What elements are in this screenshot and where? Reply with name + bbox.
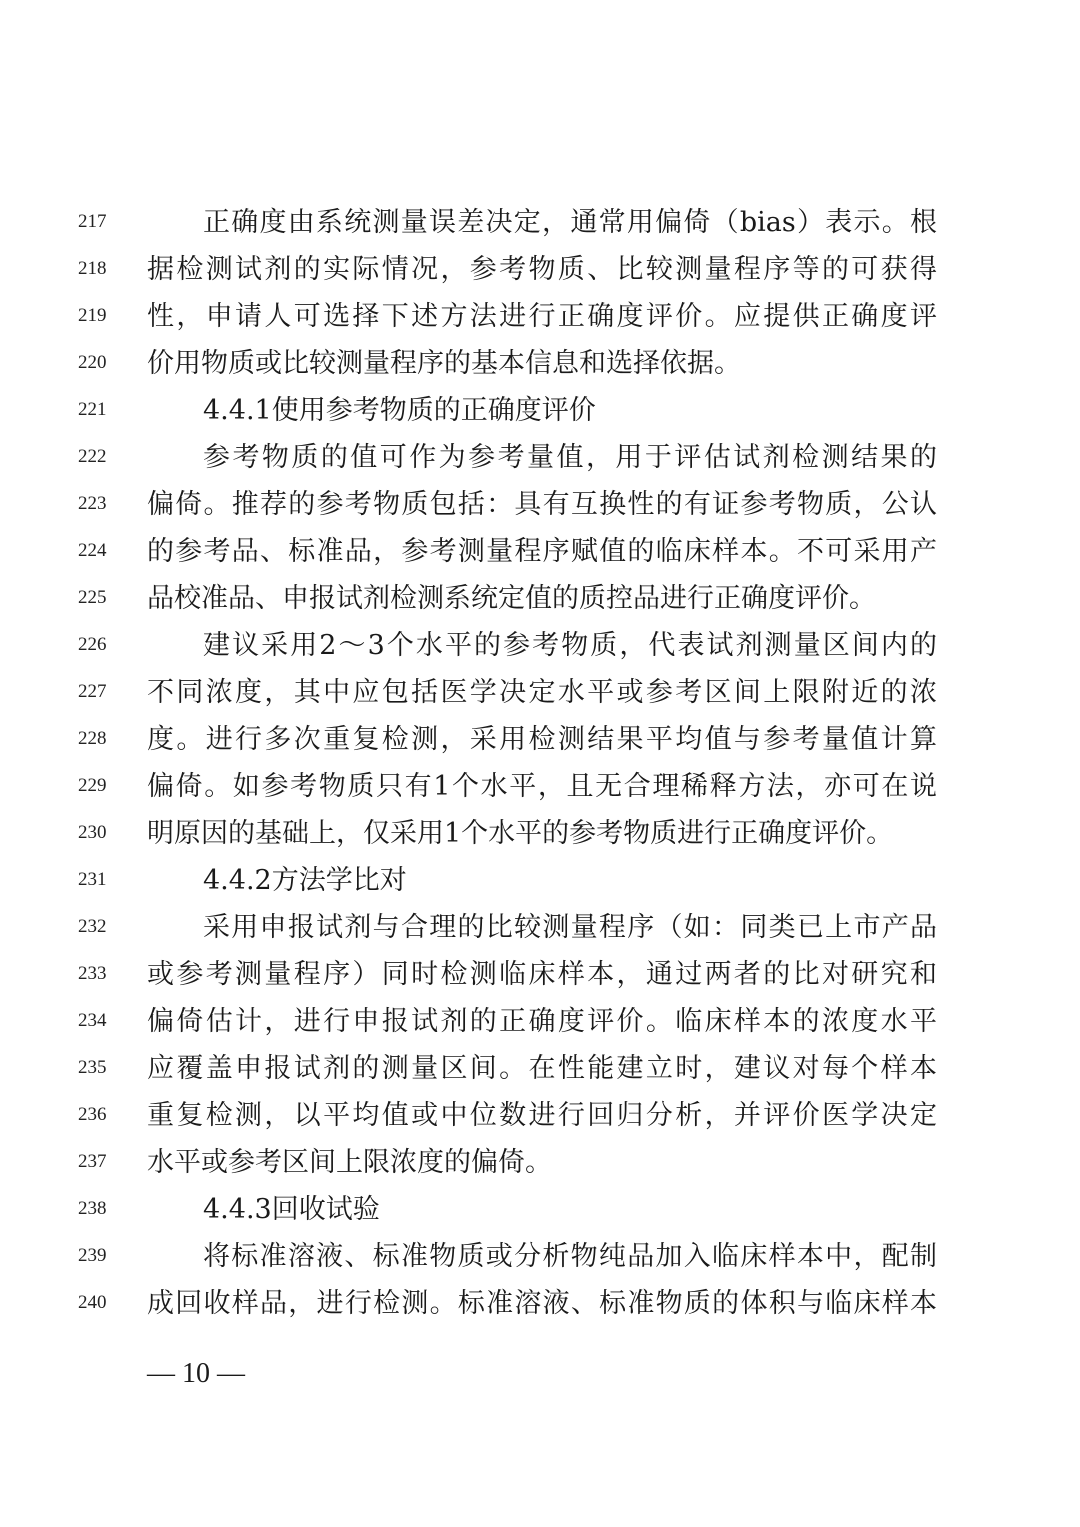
paragraph-text: 据检测试剂的实际情况，参考物质、比较测量程序等的可获得	[147, 254, 937, 285]
line-number: 226	[78, 634, 107, 655]
text-line	[0, 814, 1080, 861]
line-number: 233	[78, 963, 107, 984]
paragraph-text: 明原因的基础上，仅采用1个水平的参考物质进行正确度评价。	[147, 818, 894, 849]
paragraph-text: 偏倚。如参考物质只有1个水平，且无合理稀释方法，亦可在说	[147, 771, 937, 802]
line-number: 225	[78, 587, 107, 608]
line-number: 221	[78, 399, 107, 420]
line-number: 228	[78, 728, 107, 749]
text-line	[0, 391, 1080, 438]
text-line	[0, 1143, 1080, 1190]
text-line	[0, 1190, 1080, 1237]
paragraph-text: 正确度由系统测量误差决定，通常用偏倚（bias）表示。根	[203, 207, 937, 238]
line-number: 218	[78, 258, 107, 279]
text-line	[0, 955, 1080, 1002]
line-number: 239	[78, 1245, 107, 1266]
line-number: 231	[78, 869, 107, 890]
text-line	[0, 673, 1080, 720]
paragraph-text: 建议采用2～3个水平的参考物质，代表试剂测量区间内的	[203, 630, 937, 661]
line-number: 234	[78, 1010, 107, 1031]
text-line	[0, 532, 1080, 579]
text-line	[0, 297, 1080, 344]
paragraph-text: 水平或参考区间上限浓度的偏倚。	[147, 1147, 552, 1178]
line-number: 237	[78, 1151, 107, 1172]
paragraph-text: 应覆盖申报试剂的测量区间。在性能建立时，建议对每个样本	[147, 1053, 937, 1084]
text-line	[0, 908, 1080, 955]
line-number: 222	[78, 446, 107, 467]
text-line	[0, 485, 1080, 532]
line-number: 220	[78, 352, 107, 373]
text-line	[0, 438, 1080, 485]
paragraph-text: 将标准溶液、标准物质或分析物纯品加入临床样本中，配制	[203, 1241, 937, 1272]
paragraph-text: 或参考测量程序）同时检测临床样本，通过两者的比对研究和	[147, 959, 937, 990]
text-line	[0, 344, 1080, 391]
text-line	[0, 861, 1080, 908]
text-line	[0, 1049, 1080, 1096]
paragraph-text: 偏倚估计，进行申报试剂的正确度评价。临床样本的浓度水平	[147, 1006, 937, 1037]
line-number: 240	[78, 1292, 107, 1313]
section-heading: 4.4.3回收试验	[203, 1194, 380, 1225]
text-line	[0, 767, 1080, 814]
line-number: 238	[78, 1198, 107, 1219]
line-number: 235	[78, 1057, 107, 1078]
text-line	[0, 1237, 1080, 1284]
paragraph-text: 价用物质或比较测量程序的基本信息和选择依据。	[147, 348, 741, 379]
section-heading: 4.4.2方法学比对	[203, 865, 407, 896]
line-number: 219	[78, 305, 107, 326]
line-number: 223	[78, 493, 107, 514]
paragraph-text: 重复检测，以平均值或中位数进行回归分析，并评价医学决定	[147, 1100, 937, 1131]
text-line	[0, 250, 1080, 297]
text-line	[0, 579, 1080, 626]
line-number: 224	[78, 540, 107, 561]
paragraph-text: 品校准品、申报试剂检测系统定值的质控品进行正确度评价。	[147, 583, 876, 614]
text-line	[0, 626, 1080, 673]
paragraph-text: 不同浓度，其中应包括医学决定水平或参考区间上限附近的浓	[147, 677, 937, 708]
line-number: 217	[78, 211, 107, 232]
paragraph-text: 成回收样品，进行检测。标准溶液、标准物质的体积与临床样本	[147, 1288, 937, 1319]
paragraph-text: 偏倚。推荐的参考物质包括：具有互换性的有证参考物质，公认	[147, 489, 937, 520]
text-line	[0, 203, 1080, 250]
line-number: 230	[78, 822, 107, 843]
text-line	[0, 1002, 1080, 1049]
text-line	[0, 1284, 1080, 1331]
paragraph-text: 性，申请人可选择下述方法进行正确度评价。应提供正确度评	[147, 301, 937, 332]
paragraph-text: 的参考品、标准品，参考测量程序赋值的临床样本。不可采用产	[147, 536, 937, 567]
paragraph-text: 参考物质的值可作为参考量值，用于评估试剂检测结果的	[203, 442, 937, 473]
line-number: 227	[78, 681, 107, 702]
paragraph-text: 采用申报试剂与合理的比较测量程序（如：同类已上市产品	[203, 912, 937, 943]
line-number: 232	[78, 916, 107, 937]
section-heading: 4.4.1使用参考物质的正确度评价	[203, 395, 596, 426]
text-line	[0, 720, 1080, 767]
page-number: — 10 —	[147, 1358, 245, 1389]
line-number: 229	[78, 775, 107, 796]
paragraph-text: 度。进行多次重复检测，采用检测结果平均值与参考量值计算	[147, 724, 937, 755]
text-line	[0, 1096, 1080, 1143]
line-number: 236	[78, 1104, 107, 1125]
